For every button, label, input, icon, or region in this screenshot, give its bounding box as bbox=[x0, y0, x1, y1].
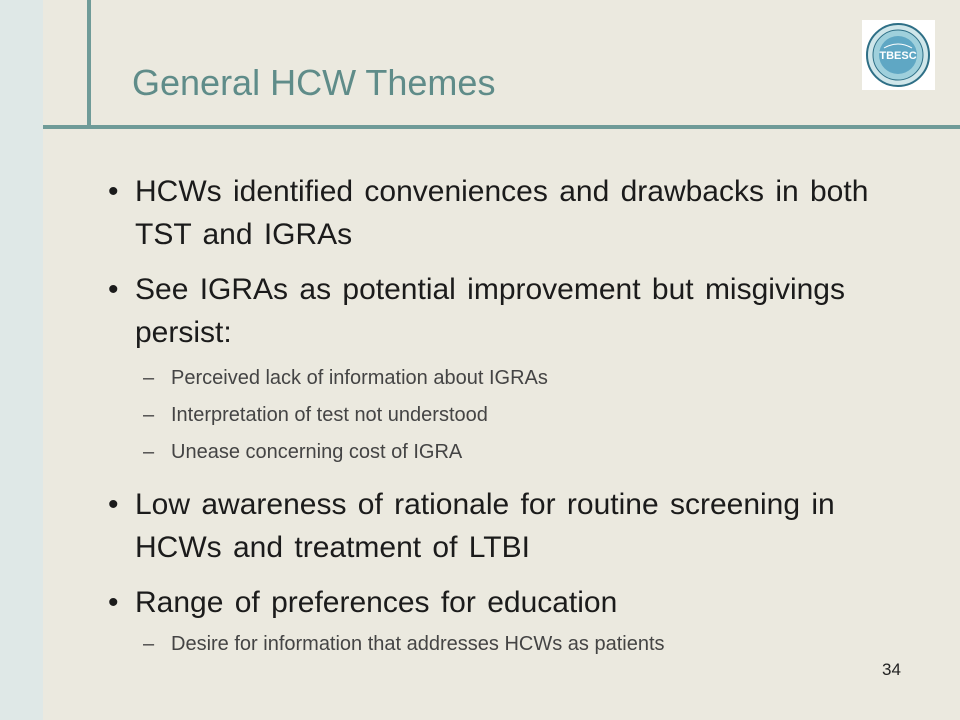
bullet-item: • Range of preferences for education bbox=[108, 586, 618, 619]
bullet-item: • HCWs identified conveniences and drawbacks in both TST and IGRAs bbox=[108, 175, 869, 251]
title-divider-horizontal bbox=[43, 125, 960, 129]
bullet-list bbox=[108, 170, 908, 663]
sub-bullet-text: Unease concerning cost of IGRA bbox=[171, 441, 463, 463]
sub-bullet-item: – Perceived lack of information about IGRAs bbox=[143, 367, 548, 389]
left-margin-strip bbox=[0, 0, 43, 720]
slide-title: General HCW Themes bbox=[132, 62, 496, 103]
sub-bullet-text: Desire for information that addresses HCWs as patients bbox=[171, 633, 665, 655]
sub-bullet-item: – Unease concerning cost of IGRA bbox=[143, 441, 463, 463]
tbesc-logo bbox=[862, 20, 935, 90]
sub-bullet-item: – Interpretation of test not understood bbox=[143, 404, 488, 426]
bullet-item: • Low awareness of rationale for routine screening in HCWs and treatment of LTBI bbox=[108, 488, 835, 564]
bullet-text: See IGRAs as potential improvement but misgivings persist: bbox=[135, 273, 845, 349]
sub-bullet-text: Interpretation of test not understood bbox=[171, 404, 488, 426]
sub-bullet-text: Perceived lack of information about IGRAs bbox=[171, 367, 548, 389]
page-number: 34 bbox=[882, 660, 901, 679]
bullet-text: HCWs identified conveniences and drawbacks in both TST and IGRAs bbox=[135, 175, 869, 251]
bullet-item: • See IGRAs as potential improvement but misgivings persist: bbox=[108, 273, 845, 349]
logo-text: TBESC bbox=[879, 50, 917, 62]
bullet-text: Low awareness of rationale for routine screening in HCWs and treatment of LTBI bbox=[135, 488, 835, 564]
bullet-text: Range of preferences for education bbox=[135, 586, 618, 619]
sub-bullet-item: – Desire for information that addresses HCWs as patients bbox=[143, 633, 665, 655]
title-divider-vertical bbox=[87, 0, 91, 127]
